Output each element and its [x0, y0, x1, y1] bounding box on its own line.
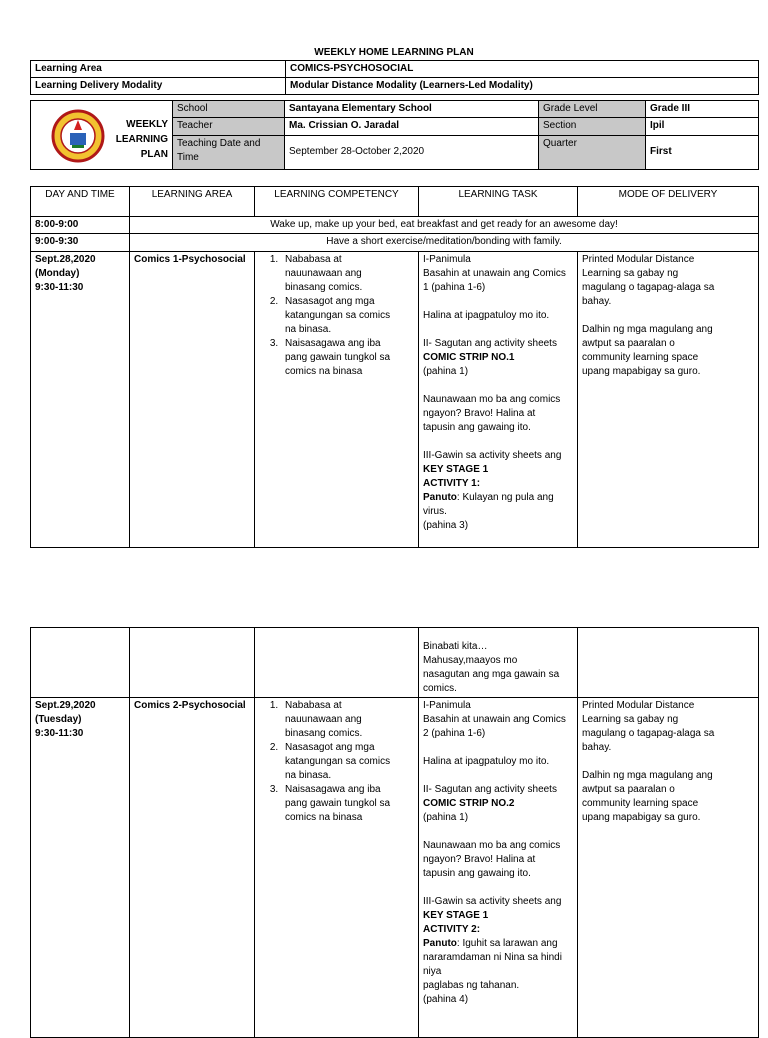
learning-area-label: Learning Area: [31, 61, 286, 78]
routine-activity-1: Wake up, make up your bed, eat breakfast and get ready for an awesome day!: [130, 217, 759, 234]
day1-learning-task: I-Panimula Basahin at unawain ang Comics 1 (pahina 1-6) Halina at ipagpatuloy mo ito. II- Sagutan ang activity sheets COMIC STRIP NO.1 (pahina 1) Naunawaan mo ba ang comics ngayon? Bravo! Halina at tapusin ang gawaing ito. III-Gawin sa activity sheets ang KEY STAGE 1 ACTIVITY 1: Panuto: Kulayan ng pula ang virus. (pahina 3): [419, 252, 578, 548]
school-label: School: [173, 101, 285, 118]
col-learning-competency: LEARNING COMPETENCY: [255, 187, 419, 217]
logo-cell: [31, 101, 173, 170]
routine-activity-2: Have a short exercise/meditation/bonding with family.: [130, 234, 759, 252]
teacher-value: Ma. Crissian O. Jaradal: [285, 118, 539, 135]
teaching-date-value: September 28-October 2,2020: [285, 135, 539, 170]
day2-competency-3: 3. Naisasagawa ang iba pang gawain tungkol sa comics na binasa: [281, 783, 414, 825]
section-value: Ipil: [646, 118, 759, 135]
document-title: WEEKLY HOME LEARNING PLAN: [314, 47, 474, 58]
plan-table: [30, 186, 759, 548]
day2-date-time: Sept.29,2020 (Tuesday) 9:30-11:30: [31, 698, 130, 1038]
grade-level-value: Grade III: [646, 101, 759, 118]
info-table: [30, 60, 759, 95]
day2-learning-task: I-Panimula Basahin at unawain ang Comics 2 (pahina 1-6) Halina at ipagpatuloy mo ito. II- Sagutan ang activity sheets COMIC STRIP NO.2 (pahina 1) Naunawaan mo ba ang comics ngayon? Bravo! Halina at tapusin ang gawaing ito. III-Gawin sa activity sheets ang KEY STAGE 1 ACTIVITY 2: Panuto: Iguhit sa larawan ang nararamdaman ni Nina sa hindi niya paglabas ng tahanan. (pahina 4): [419, 698, 578, 1038]
day2-competency-2: 2. Nasasagot ang mga katangungan sa comics na binasa.: [281, 741, 414, 783]
day2-mode-of-delivery: Printed Modular Distance Learning sa gabay ng magulang o tagapag-alaga sa bahay. Dalhin ng mga magulang ang awtput sa paaralan o community learning space upang mapabigay sa guro.: [578, 698, 759, 1038]
day2-competency-1: 1. Nababasa at nauunawaan ang binasang comics.: [281, 699, 414, 741]
routine-time-2: 9:00-9:30: [31, 234, 130, 252]
day1-competency-2: 2. Nasasagot ang mga katangungan sa comics na binasa.: [281, 295, 414, 337]
routine-time-1: 8:00-9:00: [31, 217, 130, 234]
quarter-label: Quarter: [539, 135, 646, 170]
learning-label: LEARNING: [115, 134, 168, 145]
col-learning-task: LEARNING TASK: [419, 187, 578, 217]
plan-table-page-2: [30, 627, 759, 1038]
school-value: Santayana Elementary School: [285, 101, 539, 118]
teacher-label: Teacher: [173, 118, 285, 135]
day1-competency-3: 3. Naisasagawa ang iba pang gawain tungkol sa comics na binasa: [281, 337, 414, 379]
col-day-time: DAY AND TIME: [31, 187, 130, 217]
section-label: Section: [539, 118, 646, 135]
day1-competencies: [255, 252, 419, 548]
day1-competency-1: 1. Nababasa at nauunawaan ang binasang comics.: [281, 253, 414, 295]
delivery-modality-label: Learning Delivery Modality: [31, 78, 286, 95]
teaching-date-label: Teaching Date and Time: [173, 135, 285, 170]
learning-area-value: COMICS-PSYCHOSOCIAL: [286, 61, 759, 78]
quarter-value: First: [646, 135, 759, 170]
day1-task-continued: Binabati kita… Mahusay,maayos mo nasagutan ang mga gawain sa comics.: [419, 628, 578, 698]
delivery-modality-value: Modular Distance Modality (Learners-Led Modality): [286, 78, 759, 95]
day2-learning-area: Comics 2-Psychosocial: [130, 698, 255, 1038]
grade-level-label: Grade Level: [539, 101, 646, 118]
day1-mode-of-delivery: Printed Modular Distance Learning sa gabay ng magulang o tagapag-alaga sa bahay. Dalhin ng mga magulang ang awtput sa paaralan o community learning space upang mapabigay sa guro.: [578, 252, 759, 548]
day1-learning-area: Comics 1-Psychosocial: [130, 252, 255, 548]
day2-competencies: [255, 698, 419, 1038]
weekly-label: WEEKLY: [126, 119, 168, 130]
header-table: [30, 100, 759, 170]
day1-date-time: Sept.28,2020 (Monday) 9:30-11:30: [31, 252, 130, 548]
plan-label: PLAN: [140, 149, 168, 160]
school-seal-icon: [51, 109, 105, 163]
col-learning-area: LEARNING AREA: [130, 187, 255, 217]
col-mode-of-delivery: MODE OF DELIVERY: [578, 187, 759, 217]
